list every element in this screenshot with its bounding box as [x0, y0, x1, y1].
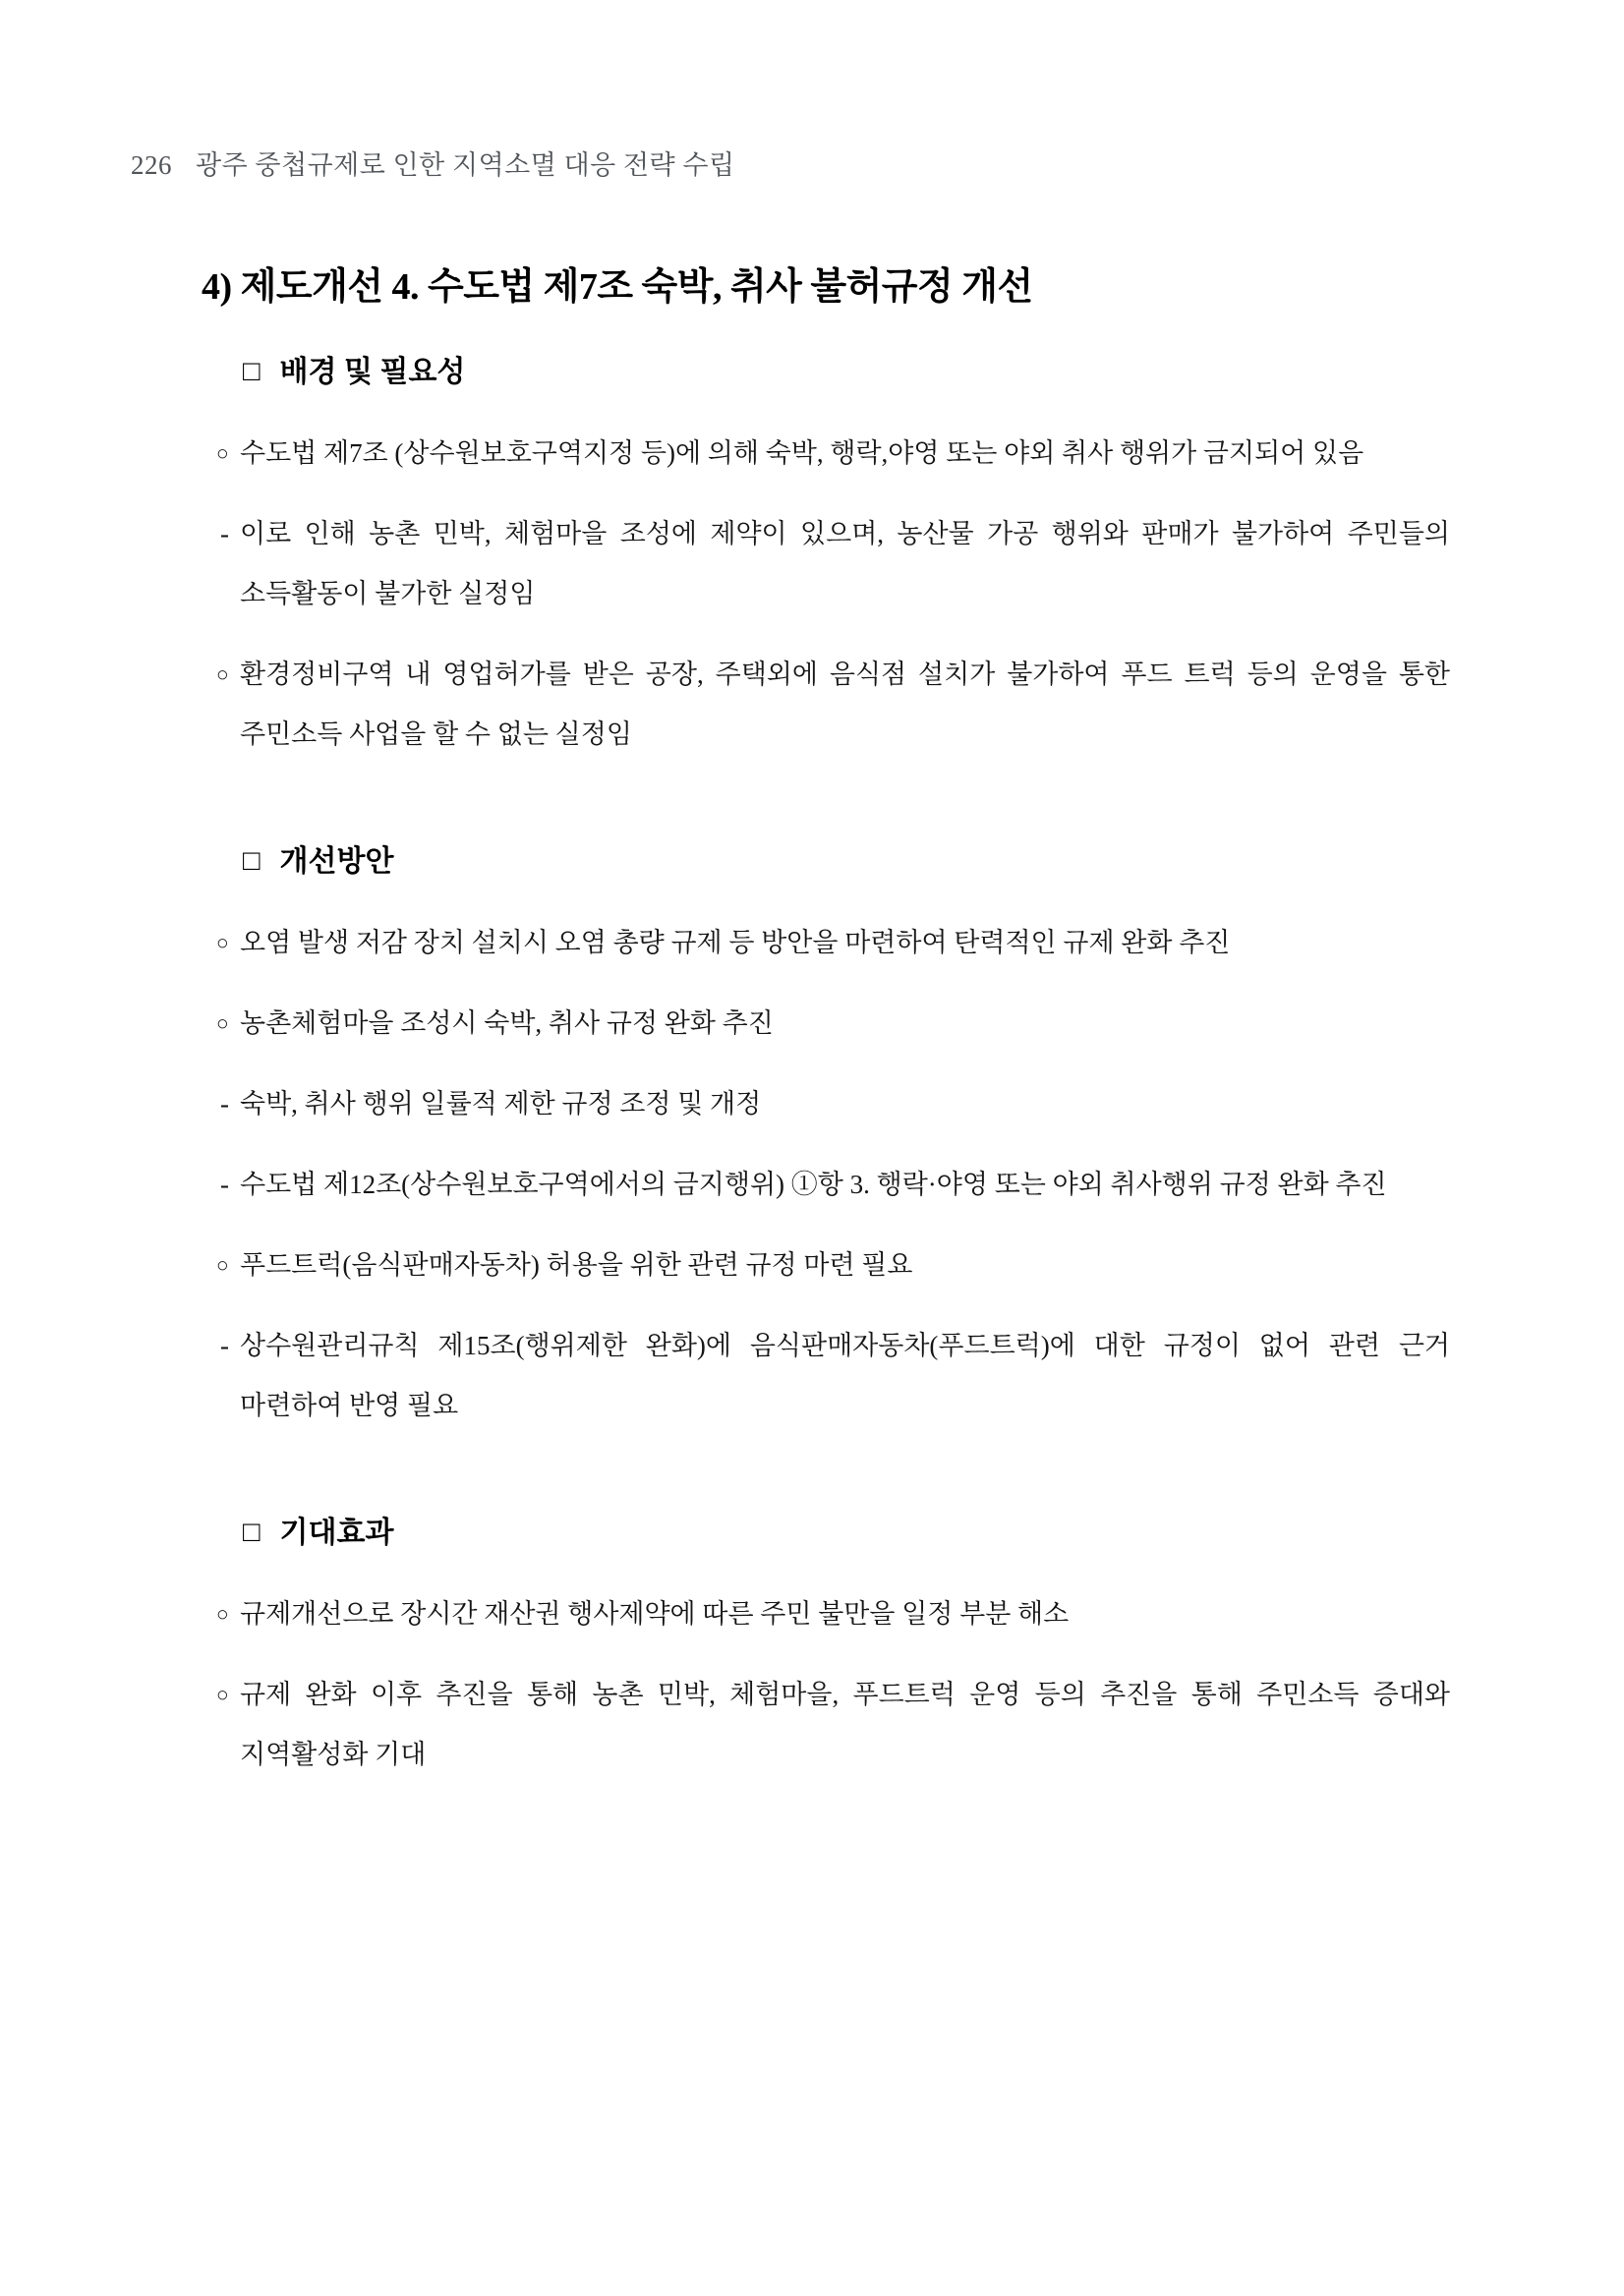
sub-bullet-item — [216, 1074, 1450, 1134]
bullet-text: 수도법 제7조 (상수원보호구역지정 등)에 의해 숙박, 행락,야영 또는 야외 취사 행위가 금지되어 있음 — [240, 438, 1364, 468]
bullet-item — [216, 913, 1450, 973]
bullet-text: 환경정비구역 내 영업허가를 받은 공장, 주택외에 음식점 설치가 불가하여 푸드 트럭 등의 운영을 통한 주민소득 사업을 할 수 없는 실정임 — [240, 660, 1450, 749]
bullet-item — [216, 1665, 1450, 1785]
section-heading-improvement — [243, 842, 1450, 882]
section-heading-background — [243, 353, 1450, 392]
bullet-item — [216, 645, 1450, 765]
bullet-text: 숙박, 취사 행위 일률적 제한 규정 조정 및 개정 — [240, 1089, 762, 1119]
bullet-item — [216, 1235, 1450, 1295]
circle-bullet-icon: ○ — [216, 662, 229, 686]
square-bullet-icon: □ — [243, 1517, 261, 1548]
bullet-text: 농촌체험마을 조성시 숙박, 취사 규정 완화 추진 — [240, 1008, 774, 1038]
bullet-text: 수도법 제12조(상수원보호구역에서의 금지행위) ①항 3. 행락·야영 또는 야외 취사행위 규정 완화 추진 — [240, 1170, 1387, 1199]
bullet-text: 이로 인해 농촌 민박, 체험마을 조성에 제약이 있으며, 농산물 가공 행위와 판매가 불가하여 주민들의 소득활동이 불가한 실정임 — [240, 519, 1450, 608]
dash-bullet-icon: - — [220, 1331, 229, 1360]
page-header — [131, 145, 1450, 185]
circle-bullet-icon: ○ — [216, 1602, 229, 1626]
section-heading-text: 배경 및 필요성 — [279, 356, 466, 388]
section-heading-text: 개선방안 — [279, 845, 394, 878]
running-title: 광주 중첩규제로 인한 지역소멸 대응 전략 수립 — [196, 150, 735, 180]
bullet-text: 상수원관리규칙 제15조(행위제한 완화)에 음식판매자동차(푸드트럭)에 대한 규정이 없어 관련 근거 마련하여 반영 필요 — [240, 1331, 1450, 1420]
bullet-text: 푸드트럭(음식판매자동차) 허용을 위한 관련 규정 마련 필요 — [240, 1250, 913, 1280]
dash-bullet-icon: - — [220, 1170, 229, 1199]
page-title: 4) 제도개선 4. 수도법 제7조 숙박, 취사 불허규정 개선 — [202, 266, 1033, 308]
bullet-item — [216, 424, 1450, 484]
circle-bullet-icon: ○ — [216, 1253, 229, 1277]
section-background — [131, 353, 1450, 765]
circle-bullet-icon: ○ — [216, 931, 229, 954]
sub-bullet-item — [216, 1155, 1450, 1215]
section-expected-effects — [131, 1514, 1450, 1785]
bullet-text: 오염 발생 저감 장치 설치시 오염 총량 규제 등 방안을 마련하여 탄력적인 규제 완화 추진 — [240, 928, 1231, 957]
circle-bullet-icon: ○ — [216, 1683, 229, 1706]
section-heading-expected-effects — [243, 1514, 1450, 1553]
section-heading-text: 기대효과 — [279, 1517, 394, 1549]
bullet-item — [216, 994, 1450, 1054]
bullet-item — [216, 1584, 1450, 1644]
square-bullet-icon: □ — [243, 845, 261, 877]
dash-bullet-icon: - — [220, 519, 229, 548]
dash-bullet-icon: - — [220, 1089, 229, 1119]
square-bullet-icon: □ — [243, 356, 261, 387]
bullet-text: 규제 완화 이후 추진을 통해 농촌 민박, 체험마을, 푸드트럭 운영 등의 추진을 통해 주민소득 증대와 지역활성화 기대 — [240, 1680, 1450, 1769]
section-improvement — [131, 842, 1450, 1436]
sub-bullet-item — [216, 504, 1450, 624]
page-number: 226 — [131, 150, 172, 180]
sub-bullet-item — [216, 1316, 1450, 1436]
circle-bullet-icon: ○ — [216, 1011, 229, 1035]
bullet-text: 규제개선으로 장시간 재산권 행사제약에 따른 주민 불만을 일정 부분 해소 — [240, 1599, 1070, 1629]
circle-bullet-icon: ○ — [216, 441, 229, 465]
